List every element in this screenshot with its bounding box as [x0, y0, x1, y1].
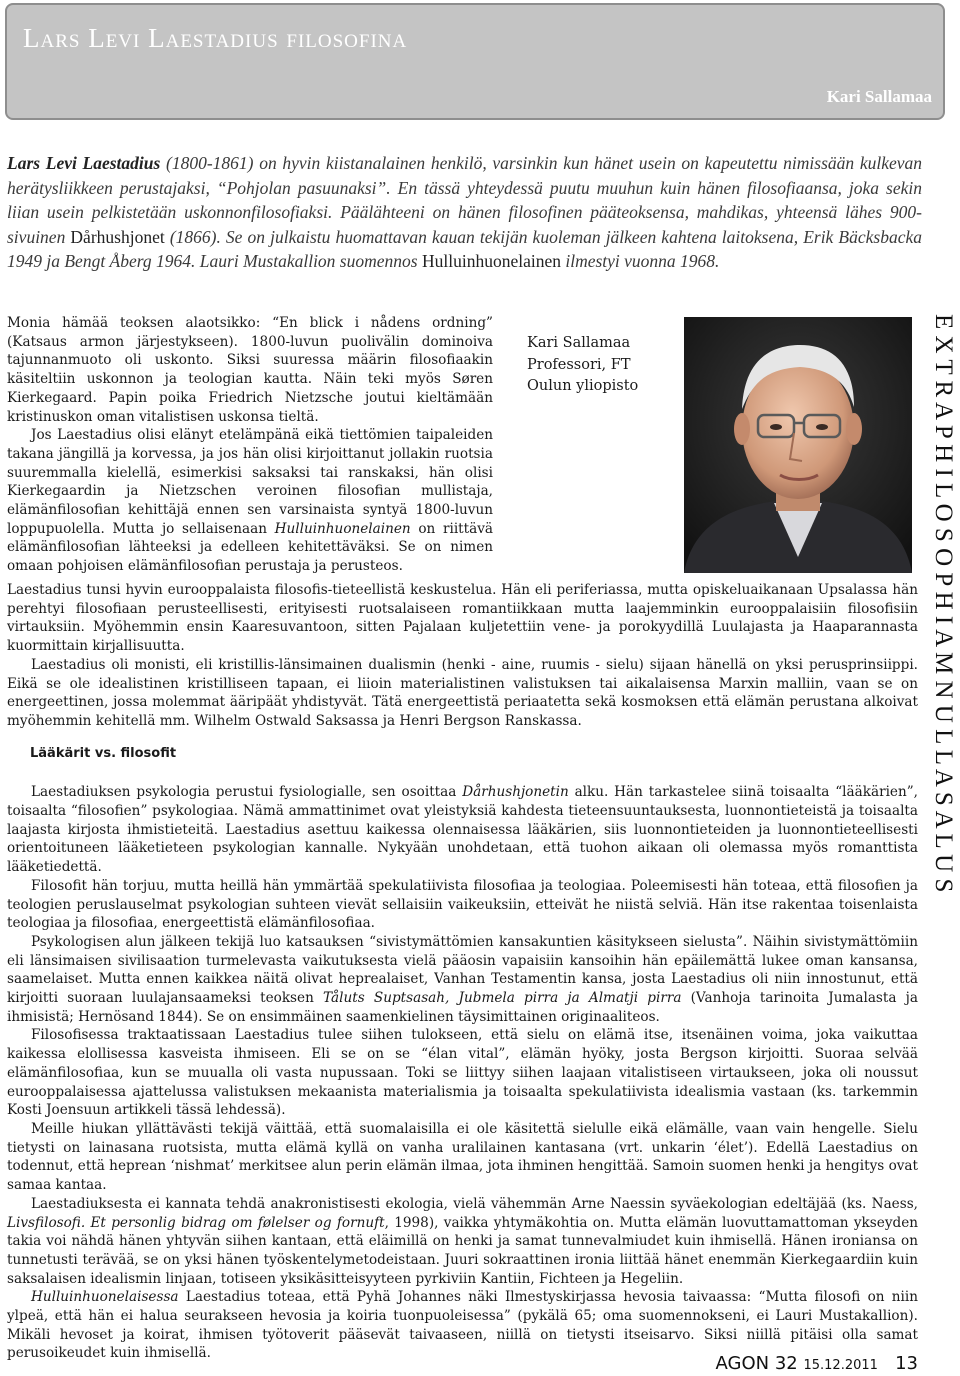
section-heading: Lääkärit vs. filosofit	[30, 745, 177, 761]
body-paragraph-6: Filosofisessa traktaatissaan Laestadius tulee siihen tulokseen, että sielu on elämä itse, itsenäinen voima, joka vaikuttaa kaikessa elollisessa kasveista ihmiseen. Eli se on se “élan vital”, elämän hyöky, josta Bergson kirjoitti. Suoraa selvää elämänfilosofiaa, kun se muualla oli vasta nupussaan. Toki se liittyy siihen laajaan vitalistiseen virtaukseen, joka oli noussut eurooppalaisessa ajattelussa valistuksen mekaanista materialismia ja toisaalta spekulatiivista idealismia vastaan (ks. tarkemmin Kosti Joensuun artikkeli tässä lehdessä).	[7, 1027, 918, 1119]
author-caption	[527, 333, 638, 398]
body-paragraph-9: Hulluinhuonelaisessa Laestadius toteaa, että Pyhä Johannes näki Ilmestyskirjassa hevosia taivaassa: “Mutta filosofi on niin ylpeä, että hän ei halua seurakseen hevosia ja koiria tuonpuoleisessa” (pykälä 65; oma suomennokseni, ei Lauri Mustakallion). Mikäli hevoset ja koirat, ihmisen työtoverit pääsevät taivaaseen, niillä on tietysti itseisarvo. Siksi niillä pitäisi olla samat perusoikeudet kuin ihmisellä.	[7, 1289, 918, 1362]
intro-column	[7, 314, 493, 576]
body-paragraph-7: Meille hiukan yllättävästi tekijä väittää, että suomalaisilla ei ole käsitettä sielulle eikä elämälle, vaan vain hengelle. Sielu tietysti on lainasana ruotsista, mutta elämä kyllä on vanha uralilainen kantasana (vrt. unkarin ‘élet’). Edellä Laestadius on todennut, että heprean ‘nishmat’ merkitsee alun perin elämän ilmaa, jota ihminen hengittää. Samoin suomen henki ja hengitys ovat samaa kantaa.	[7, 1120, 918, 1194]
title-banner	[5, 3, 945, 120]
caption-name: Kari Sallamaa	[527, 335, 631, 351]
intro-paragraph-1: Monia hämää teoksen alaotsikko: “En blick i nådens ordning” (Katsaus armon järjestykseen). 1800-luvun puolivälin dominoiva tajunnanmuoto oli uskonto. Siksi suuressa määrin filosofiaakin käsiteltiin uskonnon ja teologian kautta. Näin teki myös Søren Kierkegaard. Papin poika Friedrich Nietzsche joutui kieltämään kristinuskon oman vitalistisen uskonsa tieltä.	[7, 315, 493, 425]
issue-date: 15.12.2011	[803, 1358, 878, 1373]
lead-name: Lars Levi Laestadius	[7, 153, 161, 173]
body-paragraph-1: Laestadius tunsi hyvin eurooppalaista filosofis-tieteellistä keskustelua. Hän eli periferiassa, mutta opiskeluaikanaan Upsalassa hän perehtyi filosofiaan perusteellisesti, erityisesti ruotsalaiseen romantiikkaan mutta laajemminkin eurooppalaisiin filosofisiin virtauksiin. Myöhemmin ensin Kaaresuvantoon, sitten Pajalaan kuljetettiin vene- ja porokyydillä Luulajasta ja Haaparannasta kuormittain kirjallisuutta.	[7, 582, 918, 655]
magazine-name: AGON 32	[715, 1353, 798, 1374]
body-paragraph-3: Laestadiuksen psykologia perustui fysiologialle, sen osoittaa Dårhushjonetin alku. Hän tarkastelee siinä toisaalta “lääkärien”, toisaalta “filosofien” psykologiaa. Nämä ammattinimet ovat yleistyksiä kahdesta tieteensuuntauksesta, luonnontieteistä ja toisaalta laajasta kirjosta ihmistieteitä. Laestadius asettuu kaikessa olennaisessa lääkärien, siis luonnontieteiden ja luonnontieteellisesti orientoituneen lääketieteen psykologian kannalle. Nykyään unohdetaan, että tuohon aikaan oli olemassa myös romanttista lääketiedettä.	[7, 784, 918, 876]
lead-paragraph: Lars Levi Laestadius (1800-1861) on hyvin kiistanalainen henkilö, varsinkin kun hänet usein on kapeutettu nimissään kulkevan herätysliikkeen perustajaksi, “Pohjolan pasuunaksi”. En tässä yhteydessä puutu muuhun kuin hänen filosofiaansa, joka sekin liian usein pelkistetään uskonnonfilosofiaksi. Päälähteeni on hänen filosofinen pääteoksensa, mahdikas, yhteensä lähes 900-sivuinen Dårhushjonet (1866). Se on julkaistu huomattavan kauan tekijän kuoleman jälkeen kahtena laitoksena, Erik Bäcksbacka 1949 ja Bengt Åberg 1964. Lauri Mustakallion suomennos Hulluinhuonelainen ilmestyi vuonna 1968.	[7, 153, 923, 271]
page-number: 13	[895, 1353, 918, 1374]
author-portrait-icon	[684, 317, 912, 573]
intro-paragraph-2: Jos Laestadius olisi elänyt etelämpänä eikä tiettömien taipaleiden takana jängillä ja korvessa, ja jos hän olisi kirjoittanut jollakin ruotsia suuremmalla kielellä, esimerkisi saksaksi tai ranskaksi, hän olisi Kierkegaardin ja Nietzschen veroinen filosofian mullistaja, elämänfilosofian kehittäjä ennen sen varsinaista syntyä 1800-luvun loppupuolella. Mutta jo sellaisenaan Hulluinhuonelainen on riittävä elämänfilosofian lähteeksi ja edelleen kehitettäväksi. Se on nimen omaan pohjoisen elämänfilosofian perustaja ja perusteos.	[7, 427, 493, 575]
body-paragraph-4: Filosofit hän torjuu, mutta heillä hän ymmärtää spekulatiivista filosofiaa ja teologiaa. Poleemisesti hän toteaa, että filosofien ja teologien peruslauselmat psykologian suhteen vievät sellaisiin vaikeuksiin, etteivät he niistä selviä. Hän itse rakentaa toisenlaista teologiaa ja filosofiaa, energeettistä elämänfilosofiaa.	[7, 877, 918, 932]
body-paragraph-5: Psykologisen alun jälkeen tekijä luo katsauksen “sivistymättömien kansakuntien käsitykseen sielusta”. Näihin sivistymättömiin eli länsimaisen sivilisaation turmelevasta vaikutuksesta vielä pääosin vapaisiin kansoihin hän epäilemättä lukee oman kansansa, saamelaiset. Mutta ennen kaikkea näitä olivat heprealaiset, Vanhan Testamentin kansa, josta Laestadius oli niin innostunut, että kirjoitti suoraan luulajansaameksi teoksen Tåluts Suptsasah, Jubmela pirra ja Almatji pirra (Vanhoja tarinoita Jumalasta ja ihmisistä; Hernösand 1844). Se on ensimmäinen saamenkielinen täysimittainen originaaliteos.	[7, 933, 918, 1025]
body-paragraph-8: Laestadiuksesta ei kannata tehdä anakronistisesti ekologia, vielä vähemmän Arne Naessin syväekologian edeltäjää (ks. Naess, Livsfilosofi. Et personlig bidrag om følelser og fornuft, 1998), vaikka yhtymäkohtia on. Mutta elämän luovuttamattoman ykseyden takia voi nähdä hänen yhtyvän siihen kantaan, että eläimillä on henki ja samat tunnevalmiudet kuin ihmisellä. Hänen ironiansa on tunnetusti terävää, se on yksi hänen työskentelymetodeistaan. Juuri sokraattinen ironia liittää hänet enemmän Kierkegaardiin kuin saksalaisen idealismin linjaan, totiseen yksikäsitteisyyteen pyrkiviin Kantiin, Fichteen ja Hegeliin.	[7, 1195, 918, 1287]
article-author: Kari Sallamaa	[826, 87, 932, 106]
sidebar-motto-text: E X T R A P H I L O S O P H I A M N U L L A S A L U S	[930, 314, 957, 893]
article-body	[7, 581, 918, 1363]
page-footer	[716, 1353, 918, 1374]
caption-role: Professori, FT	[527, 356, 631, 373]
sidebar-motto	[928, 314, 958, 1159]
article-title: Lars Levi Laestadius filosofina	[23, 23, 408, 53]
body-paragraph-2: Laestadius oli monisti, eli kristillis-länsimainen dualismin (henki - aine, ruumis - sielu) sijaan hänellä on yksi perusprinsiippi. Eikä se ole idealistinen kristilliseen tapaan, ei liioin materialistinen valistuksen tai aikalaisensa Marxin malliin, vaan se on energeettinen, jossa molemmat ääripäät yhdistyvät. Tätä energeettistä periaatetta sekä kosmoksen että elämän perustana alkoivat myöhemmin kehitellä mm. Wilhelm Ostwald Saksassa ja Henri Bergson Ranskassa.	[7, 656, 918, 729]
caption-org: Oulun yliopisto	[527, 378, 639, 394]
